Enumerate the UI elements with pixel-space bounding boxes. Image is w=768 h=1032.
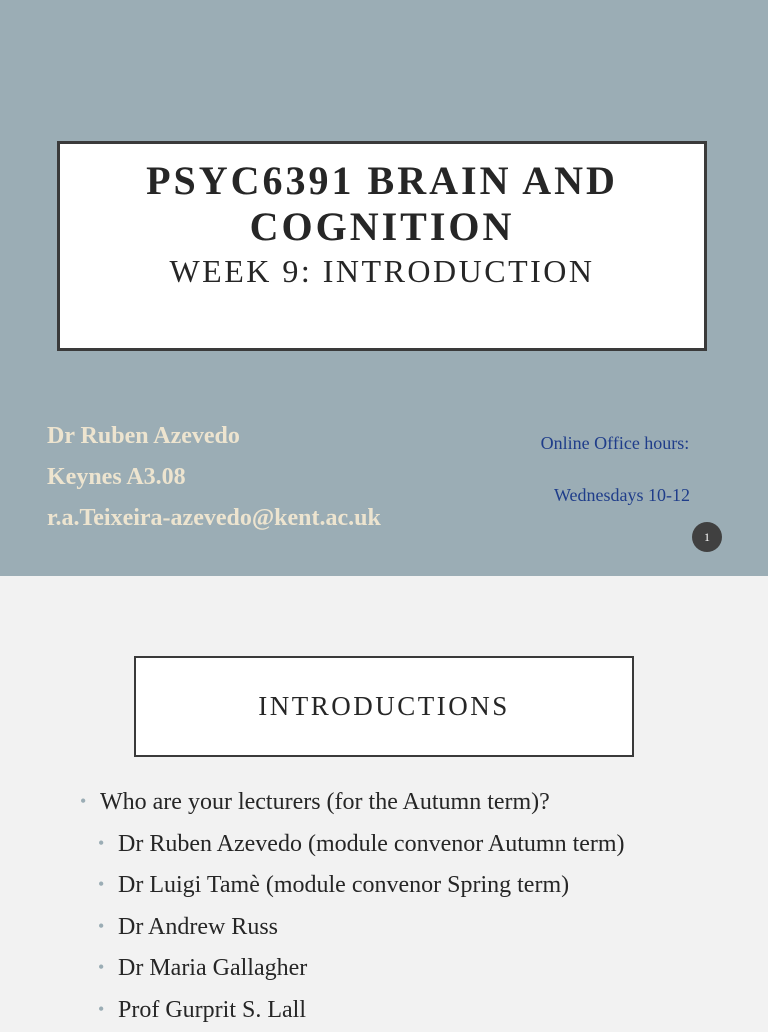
title-box bbox=[57, 141, 707, 351]
presenter-email: r.a.Teixeira-azevedo@kent.ac.uk bbox=[47, 500, 381, 541]
bullet-dot-icon: • bbox=[98, 991, 118, 1027]
page-number-badge: 1 bbox=[692, 522, 722, 552]
introductions-slide bbox=[0, 576, 768, 1024]
bullet-dot-icon: • bbox=[98, 866, 118, 902]
bullet-dot-icon: • bbox=[98, 949, 118, 985]
bullet-dot-icon: • bbox=[98, 908, 118, 944]
presenter-name: Dr Ruben Azevedo bbox=[47, 418, 381, 459]
list-item: • Dr Luigi Tamè (module convenor Spring term) bbox=[80, 866, 625, 908]
bullet-dot-icon: • bbox=[98, 825, 118, 861]
presenter-office: Keynes A3.08 bbox=[47, 459, 381, 500]
list-item: • Prof Gurprit S. Lall bbox=[80, 991, 625, 1032]
list-item: • Dr Ruben Azevedo (module convenor Autumn term) bbox=[80, 825, 625, 867]
slide-title: PSYC6391 BRAIN AND COGNITION bbox=[60, 158, 704, 250]
bullet-list bbox=[80, 783, 625, 1032]
slide-subtitle: WEEK 9: INTRODUCTION bbox=[60, 252, 704, 290]
office-hours-label: Online Office hours: bbox=[520, 430, 710, 456]
office-hours bbox=[520, 430, 710, 508]
bullet-dot-icon: • bbox=[80, 783, 100, 819]
list-item: • Dr Maria Gallagher bbox=[80, 949, 625, 991]
list-item: • Dr Andrew Russ bbox=[80, 908, 625, 950]
list-item: • Who are your lecturers (for the Autumn term)? bbox=[80, 783, 625, 825]
office-hours-time: Wednesdays 10-12 bbox=[520, 482, 710, 508]
presenter-info bbox=[47, 418, 381, 541]
section-heading: INTRODUCTIONS bbox=[134, 656, 634, 757]
